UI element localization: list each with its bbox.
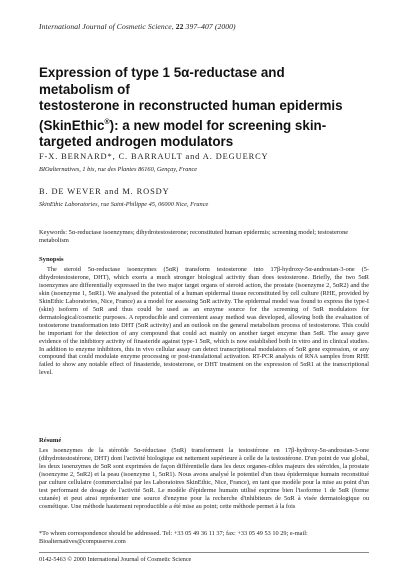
resume-body: Les isoenzymes de la stéroïde 5α-réductase (5αR) transforment la testostérone en 17β-hydroxy-5α-androstan-3-one (dihydrotestostérone, DHT) dont l'activité biologique est nettement supérieure à celle de la testostérone. D'un point de vue global, les deux isoenzymes de 5αR sont exprimées de façon différentielle dans les deux organes-cibles majeurs des stéroïdes, la prostate (isoenzyme 2, 5αR2) et la peau (isoenzyme 1, 5αR1). Nous avons analysé le potentiel d'un tissu épidermique humain reconstitué par culture cellulaire (commercialisé par les Laboratoires SkinEthic, Nice, France), en tant que modèle pour la mise au point d'un test performant de dosage de l'activité 5αR. Le modèle d'épiderme humain utilisé exprime bien l'isoforme 1 de 5αR (forme cutanée) et peut ainsi représenter une source d'enzyme pour la recherche d'inhibiteurs de 5αR à visée dermatologique ou cosmétique. Une méthode hautement reproductible a été mise au point; cette méthode permet à la fois	[39, 447, 369, 510]
keywords	[39, 229, 369, 246]
author-group-1: F-X. BERNARD*, C. BARRAULT and A. DEGUERCY	[39, 152, 269, 161]
resume-heading: Résumé	[39, 437, 62, 444]
footer-rule	[39, 552, 369, 553]
keywords-label: Keywords:	[39, 229, 68, 236]
keywords-text: 5α-reductase isoenzymes; dihydrotestosterone; reconstituted human epidermis; screening model; testosterone metabolism	[39, 229, 349, 245]
article-title	[39, 65, 357, 151]
footnote-email: Bioalternatives@compuserve.com	[39, 538, 126, 546]
journal-name: International Journal of Cosmetic Science,	[39, 22, 174, 31]
journal-volume: 22	[175, 22, 184, 31]
copyright-line: 0142-5463 © 2000 International Journal of Cosmetic Science	[39, 556, 192, 563]
affiliation-1: BIOalternatives, 1 bis, rue des Plantes 86160, Gençay, France	[39, 166, 198, 173]
title-line-1: Expression of type 1 5α-reductase and metabolism of	[39, 65, 285, 97]
correspondence-footnote	[39, 530, 369, 546]
title-line-4: targeted androgen modulators	[39, 134, 234, 150]
title-line-3: (SkinEthic®): a new model for screening skin-	[39, 117, 327, 133]
synopsis-body: The steroid 5α-reductase isoenzymes (5αR) transform testosterone into 17β-hydroxy-5α-androstan-3-one (5-dihydrotestosterone, DHT), which exerts a much stronger biological activity than does testosterone. Briefly, the two 5αR isoenzymes are differentially expressed in the two major target organs of steroid action, the prostate (isoenzyme 2, 5αR2) and the skin (isoenzyme 1, 5αR1). We analysed the potential of a human epidermal tissue reconstituted by cell culture (RHE, provided by SkinEthic Laboratories, Nice, France) as a model for assessing 5αR activity. The epidermal model was found to express the type-I (skin) isoform of 5αR and thus could be used as an enzyme source for the screening of 5αR modulators for dermatological/cosmetic purposes. A reproducible and convenient assay method was developed, allowing both the evaluation of testosterone transformation into DHT (5αR activity) and an outlook on the general metabolism process of testosterone. This could be important for the detection of any compound that could act mainly on another target enzyme than 5αR. The assay gave evidence of the inhibitory activity of finasteride against type-1 5αR, which is now established both in vitro and in clinical studies. In addition to enzyme inhibitors, this in vivo cellular assay can detect transcriptional modulators of 5αR gene expression, or any compound that could modulate enzyme processing or post-translational activation. RT-PCR analysis of RNA samples from RHE failed to show any notable effect of finasteride, testosterone, or DHT treatment on the expression of 5αR1 at the transcriptional level.	[39, 266, 369, 377]
journal-pages: 397–407 (2000)	[185, 22, 236, 31]
title-line-2: testosterone in reconstructed human epidermis	[39, 98, 343, 114]
registered-mark: ®	[104, 118, 110, 126]
synopsis-heading: Synopsis	[39, 256, 64, 263]
footnote-line-1: *To whom correspondence should be addressed. Tel: +33 05 49 36 11 37; fax: +33 05 49 53 10 29; e-mail:	[39, 530, 308, 537]
page-footer	[39, 556, 191, 563]
journal-header	[39, 22, 236, 31]
affiliation-2: SkinEthic Laboratories, rue Saint-Philippe 45, 06000 Nice, France	[39, 201, 209, 208]
author-group-2: B. DE WEVER and M. ROSDY	[39, 187, 170, 196]
